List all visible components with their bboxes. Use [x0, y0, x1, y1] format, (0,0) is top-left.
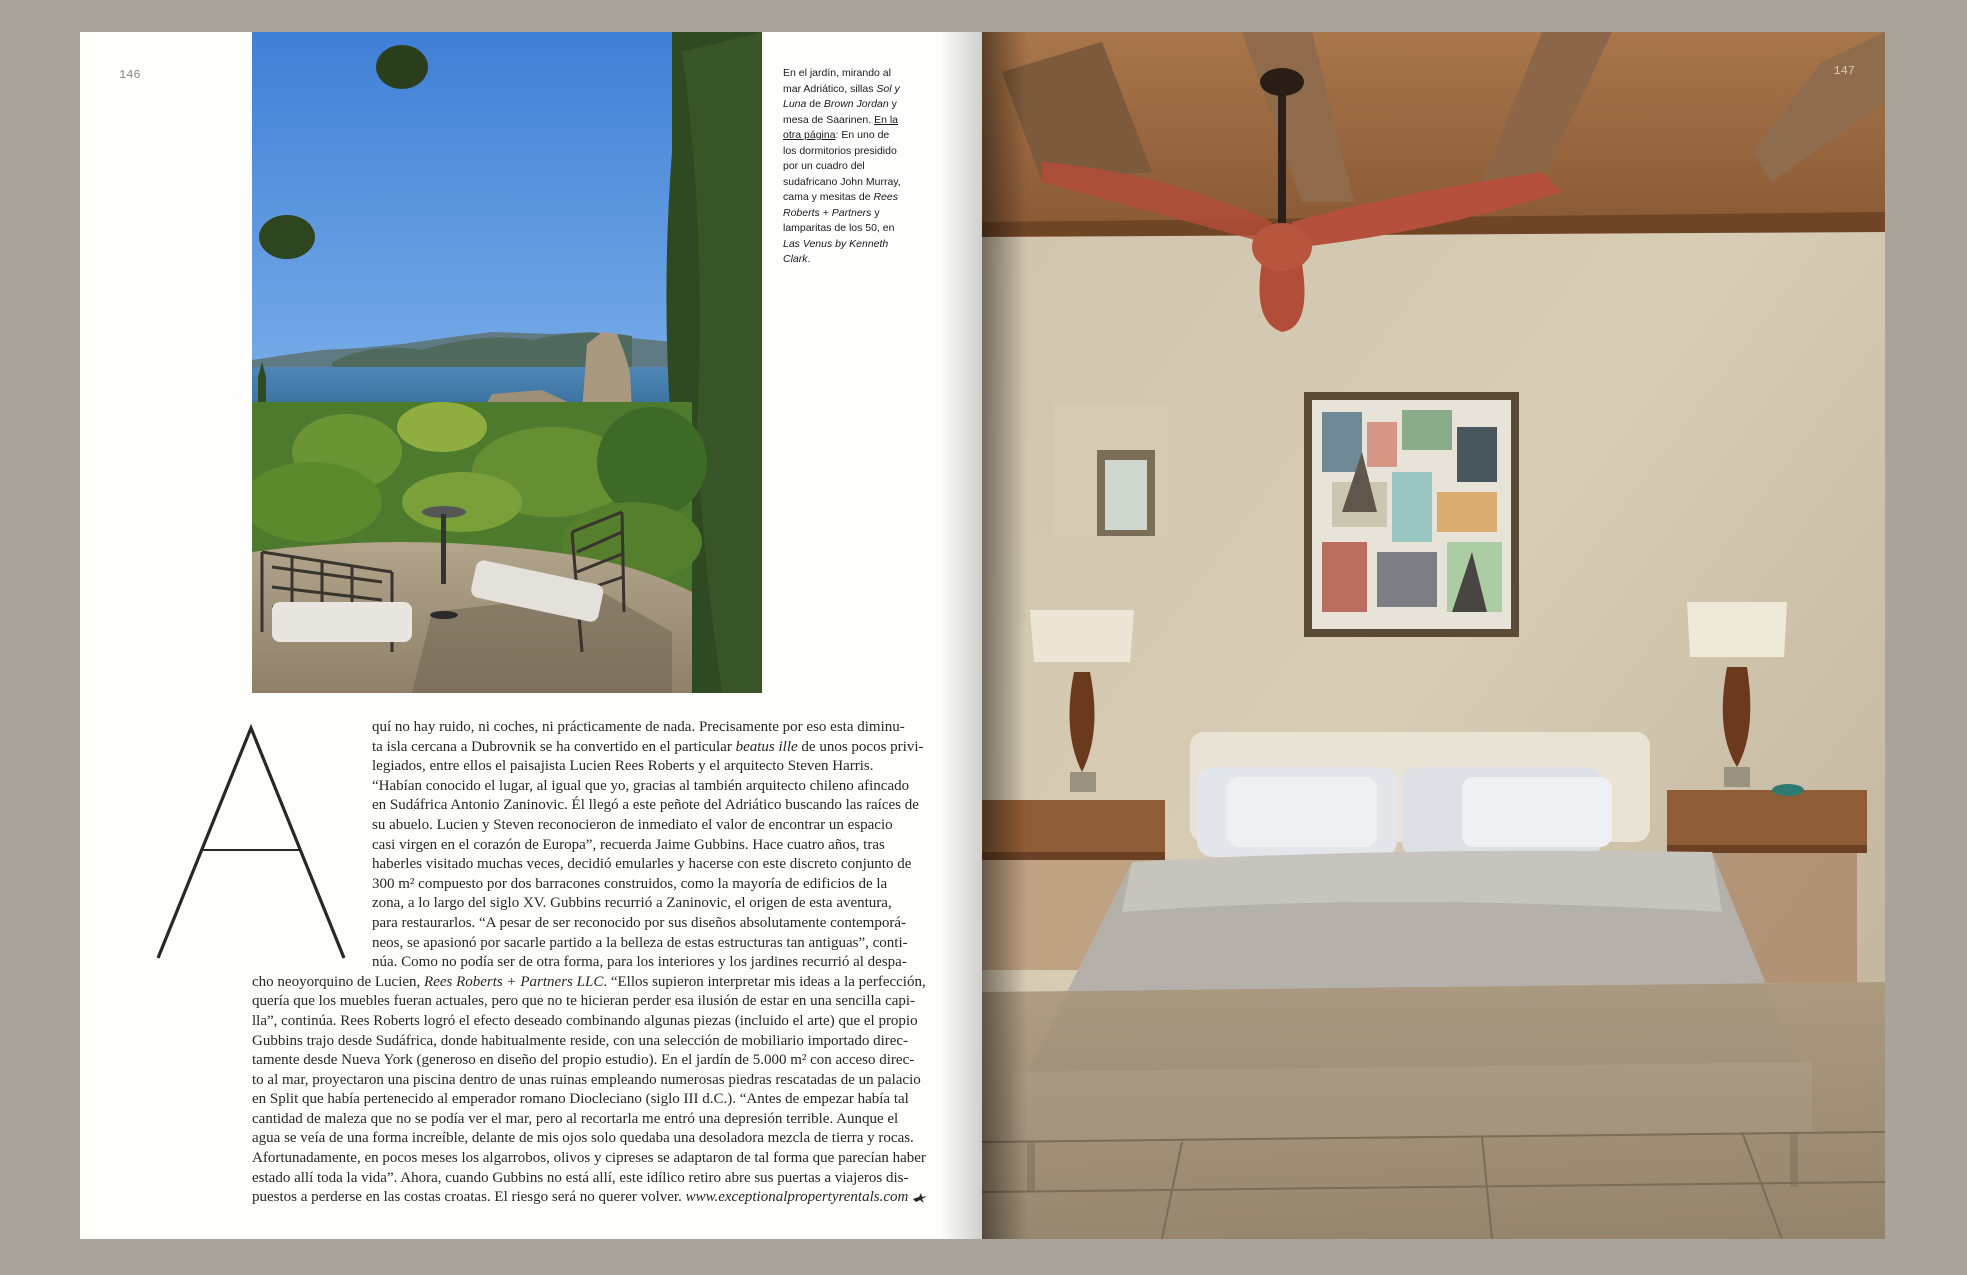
caption-italic: Sol y Luna	[783, 82, 900, 110]
article-line: tamente desde Nueva York (generoso en diseño del propio estudio). En el jardín de 5.000 m² con acceso direc-	[252, 1052, 915, 1069]
bird-end-mark-icon	[912, 1192, 928, 1204]
left-page	[80, 32, 982, 1239]
article-line: legiados, entre ellos el paisajista Lucien Rees Roberts y el arquitecto Steven Harris.	[372, 758, 874, 775]
article-line: casi virgen en el corazón de Europa”, recuerda Jaime Gubbins. Hace cuatro años, tras	[372, 836, 885, 853]
article-line: “Habían conocido el lugar, al igual que yo, gracias al también arquitecto chileno afincado	[372, 777, 910, 794]
garden-photo	[252, 32, 762, 693]
drop-cap-letter: A	[250, 952, 252, 953]
photo-caption	[783, 66, 901, 268]
article-line: núa. Como no podía ser de otra forma, para los interiores y los jardines recurrió al despa-	[372, 954, 907, 971]
article-line: cho neoyorquino de Lucien, Rees Roberts + Partners LLC. “Ellos supieron interpretar mis ideas a la perfección,	[252, 973, 926, 990]
article-body	[252, 718, 972, 1208]
article-line: Gubbins trajo desde Sudáfrica, donde habitualmente reside, con una selección de mobiliario importado direc-	[252, 1032, 909, 1049]
article-line: haberles visitado muchas veces, decidió emularles y hacerse con este discreto conjunto de	[372, 856, 912, 873]
article-line: Afortunadamente, en pocos meses los algarrobos, olivos y cipreses se adaptaron de tal forma que parecían haber	[252, 1150, 926, 1167]
caption-italic: Las Venus by Kenneth Clark	[783, 237, 889, 265]
caption-text: de	[806, 98, 824, 110]
page-number-left: 146	[119, 68, 141, 82]
article-indented-lines	[372, 718, 972, 973]
article-line: to al mar, proyectaron una piscina dentro de unas ruinas empleando numerosas piedras rescatadas de un palacio	[252, 1071, 921, 1088]
caption-text: y lamparitas de los 50, en	[783, 206, 895, 234]
gutter-shadow	[940, 32, 982, 1239]
article-line: agua se veía de una forma increíble, delante de mis ojos solo quedaba una desoladora mezcla de tierra y rocas.	[252, 1130, 914, 1147]
article-line: 300 m² compuesto por dos barracones construidos, como la mayoría de edificios de la	[372, 875, 888, 892]
website-link[interactable]: www.exceptionalpropertyrentals.com	[685, 1189, 909, 1206]
article-line: para restaurarlos. “A pesar de ser reconocido por sus diseños absolutamente contemporá-	[372, 914, 906, 931]
article-line: en Split que había pertenecido al emperador romano Diocleciano (siglo III d.C.). “Antes de empezar había tal	[252, 1091, 909, 1108]
magazine-spread	[80, 32, 1885, 1239]
caption-italic: Brown Jordan	[823, 98, 889, 110]
article-line: lla”, continúa. Rees Roberts logró el efecto deseado combinando algunas piezas (incluido el arte) que el propio	[252, 1012, 918, 1029]
article-last-line: puestos a perderse en las costas croatas. El riesgo será no querer volver. www.exceptionalpropertyrentals.com	[252, 1188, 972, 1208]
caption-text: : En uno de los dormitorios presidido por un cuadro del sudafricano John Murray, cama y mesitas de	[783, 129, 901, 203]
article-line: cantidad de maleza que no se podía ver el mar, pero al recortarla me entró una depresión terrible. Aunque el	[252, 1110, 899, 1127]
right-page	[982, 32, 1885, 1239]
article-line: ta isla cercana a Dubrovnik se ha convertido en el particular beatus ille de unos pocos privi-	[372, 738, 924, 755]
article-line: neos, se apasionó por sacarle partido a la belleza de estas estructuras tan antiguas”, conti-	[372, 934, 908, 951]
caption-underlined: En la otra página	[783, 113, 898, 141]
article-line: estado allí toda la vida”. Ahora, cuando Gubbins no está allí, este idílico retiro abre sus puertas a viajeros dis-	[252, 1169, 909, 1186]
caption-text: .	[807, 253, 811, 265]
article-line: quería que los muebles fueran actuales, pero que no te hicieran perder esa ilusión de estar en una sencilla capi-	[252, 993, 916, 1010]
article-line: quí no hay ruido, ni coches, ni prácticamente de nada. Precisamente por eso esta diminu-	[372, 719, 905, 735]
caption-italic: Rees Roberts + Partners	[783, 191, 898, 219]
bedroom-photo	[982, 32, 1885, 1239]
caption-text: y mesa de Saarinen.	[783, 98, 897, 126]
caption-text: En el jardín, mirando al mar Adriático, sillas	[783, 67, 891, 95]
page-number-right: 147	[1833, 64, 1855, 78]
article-line: en Sudáfrica Antonio Zaninovic. Él llegó a este peñote del Adriático buscando las raíces de	[372, 797, 919, 814]
article-line: su abuelo. Lucien y Steven reconocieron de inmediato el valor de encontrar un espacio	[372, 816, 893, 833]
article-line: zona, a lo largo del siglo XV. Gubbins recurrió a Zaninovic, el origen de esta aventura,	[372, 895, 892, 912]
